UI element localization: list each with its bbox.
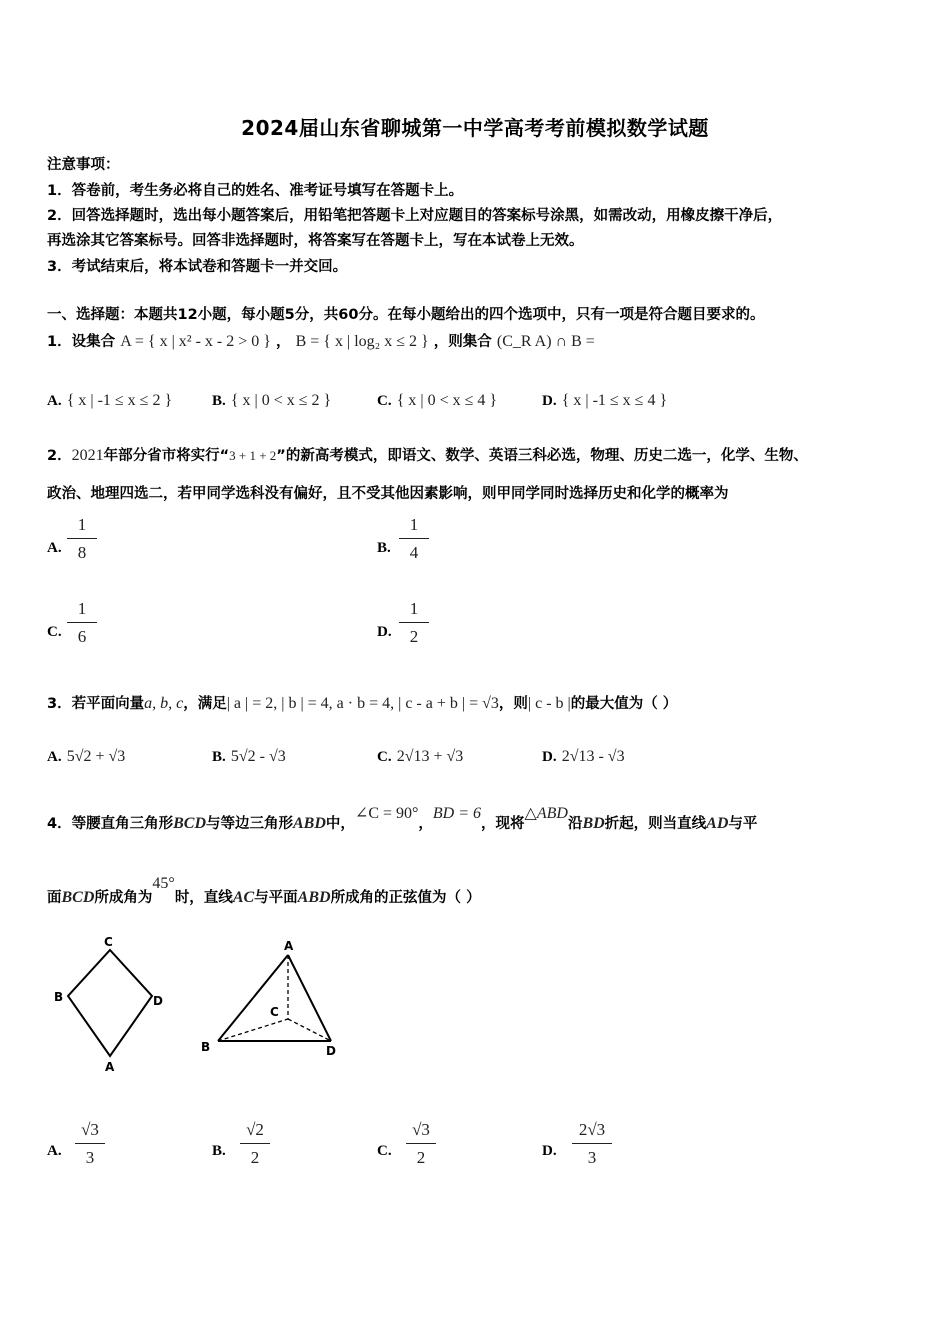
option-text: { x | 0 < x ≤ 2 } — [230, 392, 332, 409]
q1-expression: (C_R A) ∩ B = — [496, 333, 595, 350]
q2-option-b-label: B. — [377, 540, 391, 556]
q1-set-b: B = { x | log₂ x ≤ 2 } — [295, 333, 429, 350]
numerator: 1 — [77, 599, 87, 618]
numerator: 1 — [77, 515, 87, 534]
q4-option-c-label: C. — [377, 1143, 392, 1159]
denominator: 3 — [85, 1148, 95, 1167]
q1-option-a — [47, 390, 172, 410]
q1-option-c — [377, 390, 497, 410]
q1-set-a: A = { x | x² - x - 2 > 0 } — [120, 333, 271, 350]
option-label: C. — [377, 749, 392, 765]
q4-text: ，现将 — [481, 816, 525, 832]
numerator: √2 — [246, 1120, 264, 1139]
q4-option-d-fraction — [572, 1119, 612, 1169]
notice-item: 再选涂其它答案标号。回答非选择题时，将答案写在答题卡上，写在本试卷上无效。 — [47, 233, 584, 249]
question-4-line-1 — [47, 805, 758, 833]
option-text: { x | -1 ≤ x ≤ 4 } — [561, 392, 668, 409]
q4-text: 时，直线 — [174, 890, 233, 906]
denominator: 2 — [409, 627, 419, 646]
denominator: 2 — [250, 1148, 260, 1167]
q3-option-d — [542, 746, 625, 766]
q3-expression: | c - b | — [527, 695, 571, 712]
q4-degree: 45° — [152, 875, 175, 892]
q4-triangle: △ABD — [524, 805, 568, 822]
q2-text: 年部分省市将实行“ — [103, 448, 230, 464]
question-2-line-1 — [47, 444, 808, 465]
q3-option-c — [377, 746, 463, 766]
q4-var: ABD — [297, 889, 331, 906]
option-label: B. — [212, 749, 226, 765]
q4-text: 与平面 — [254, 890, 298, 906]
option-label: C. — [377, 393, 392, 409]
q4-text: 折起，则当直线 — [604, 816, 707, 832]
option-text: 5√2 - √3 — [230, 748, 286, 765]
figure-square — [54, 935, 163, 1074]
q4-var: AD — [706, 815, 729, 832]
q4-text: 与平 — [728, 816, 758, 832]
q3-suffix: 的最大值为（ ） — [570, 696, 678, 712]
numerator: √3 — [81, 1120, 99, 1139]
option-label: D. — [542, 393, 557, 409]
option-text: { x | 0 < x ≤ 4 } — [396, 392, 498, 409]
denominator: 2 — [416, 1148, 426, 1167]
q4-bd: BD = 6 — [432, 805, 482, 822]
option-text: { x | -1 ≤ x ≤ 2 } — [66, 392, 173, 409]
q4-angle: ∠C = 90° — [354, 805, 419, 822]
fig-label: B — [201, 1040, 211, 1054]
q3-option-a — [47, 746, 125, 766]
section-heading: 一、选择题：本题共12小题，每小题5分，共60分。在每小题给出的四个选项中，只有一项是符合题目要求的。 — [47, 307, 765, 323]
fig-label: C — [104, 935, 113, 949]
q4-var: AC — [232, 889, 255, 906]
q4-text: 与等边三角形 — [206, 816, 293, 832]
q4-option-a-fraction — [75, 1119, 105, 1169]
q4-text: 中， — [325, 816, 355, 832]
q2-text: ”的新高考模式，即语文、数学、英语三科必选，物理、历史二选一，化学、生物、 — [276, 448, 808, 464]
q4-text: 所成角为 — [94, 890, 153, 906]
denominator: 8 — [77, 543, 87, 562]
q2-option-d-label: D. — [377, 624, 392, 640]
notice-item: 1．答卷前，考生务必将自己的姓名、准考证号填写在答题卡上。 — [47, 183, 464, 199]
notice-item: 2．回答选择题时，选出每小题答案后，用铅笔把答题卡上对应题目的答案标号涂黑，如需改动，用橡皮擦干净后， — [47, 208, 783, 224]
fig-label: C — [270, 1005, 279, 1019]
q3-mid: ，则 — [498, 696, 528, 712]
q2-number: 2． — [47, 448, 72, 464]
q2-option-b-fraction — [399, 514, 429, 564]
q4-var: BCD — [173, 815, 206, 832]
fig-label: D — [153, 994, 163, 1008]
q2-mode: 3 + 1 + 2 — [229, 448, 277, 463]
q3-mid: ，满足 — [183, 696, 227, 712]
option-label: D. — [542, 749, 557, 765]
q4-figures — [48, 930, 348, 1080]
q4-option-b-fraction — [240, 1119, 270, 1169]
q4-option-d-label: D. — [542, 1143, 557, 1159]
numerator: 1 — [409, 599, 419, 618]
q1-option-b — [212, 390, 331, 410]
fig-label: A — [284, 939, 294, 953]
q1-mid: ，则集合 — [433, 334, 492, 350]
option-text: 2√13 - √3 — [561, 748, 625, 765]
q4-text: ， — [418, 816, 433, 832]
q3-condition: | a | = 2, | b | = 4, a · b = 4, | c - a + b | = √3 — [226, 695, 499, 712]
q3-option-b — [212, 746, 286, 766]
q4-text: 沿 — [567, 816, 583, 832]
notice-heading: 注意事项： — [47, 157, 120, 173]
option-text: 5√2 + √3 — [66, 748, 126, 765]
option-label: A. — [47, 393, 62, 409]
q4-option-a-label: A. — [47, 1143, 62, 1159]
denominator: 4 — [409, 543, 419, 562]
page-title: 2024届山东省聊城第一中学高考考前模拟数学试题 — [241, 116, 709, 140]
q4-text: 所成角的正弦值为（ ） — [330, 890, 481, 906]
q3-vars: a, b, c — [144, 695, 184, 712]
q3-prefix: 3．若平面向量 — [47, 696, 145, 712]
fig-label: B — [54, 990, 64, 1004]
question-2-line-2: 政治、地理四选二，若甲同学选科没有偏好，且不受其他因素影响，则甲同学同时选择历史和化学的概率为 — [47, 486, 729, 502]
numerator: √3 — [412, 1120, 430, 1139]
option-label: A. — [47, 749, 62, 765]
q4-option-b-label: B. — [212, 1143, 226, 1159]
q2-option-a-fraction — [67, 514, 97, 564]
q4-var: BD — [582, 815, 605, 832]
q2-option-c-label: C. — [47, 624, 62, 640]
notice-item: 3．考试结束后，将本试卷和答题卡一并交回。 — [47, 259, 348, 275]
question-1 — [47, 330, 595, 351]
q2-option-d-fraction — [399, 598, 429, 648]
fig-label: D — [326, 1044, 336, 1058]
denominator: 3 — [587, 1148, 597, 1167]
fig-label: A — [105, 1060, 115, 1074]
q4-var: BCD — [61, 889, 95, 906]
q1-option-d — [542, 390, 667, 410]
q2-year: 2021 — [71, 447, 104, 464]
numerator: 2√3 — [578, 1120, 606, 1139]
option-label: B. — [212, 393, 226, 409]
q2-option-c-fraction — [67, 598, 97, 648]
q1-comma: ， — [276, 334, 291, 350]
question-3 — [47, 692, 677, 713]
question-4-line-2 — [47, 875, 481, 907]
option-text: 2√13 + √3 — [396, 748, 464, 765]
q4-text: 面 — [47, 890, 62, 906]
numerator: 1 — [409, 515, 419, 534]
figure-tetrahedron — [201, 939, 336, 1058]
q1-prefix: 1．设集合 — [47, 334, 116, 350]
q4-option-c-fraction — [406, 1119, 436, 1169]
denominator: 6 — [77, 627, 87, 646]
q4-var: ABD — [293, 815, 326, 832]
q4-text: 4．等腰直角三角形 — [47, 816, 174, 832]
q2-option-a-label: A. — [47, 540, 62, 556]
